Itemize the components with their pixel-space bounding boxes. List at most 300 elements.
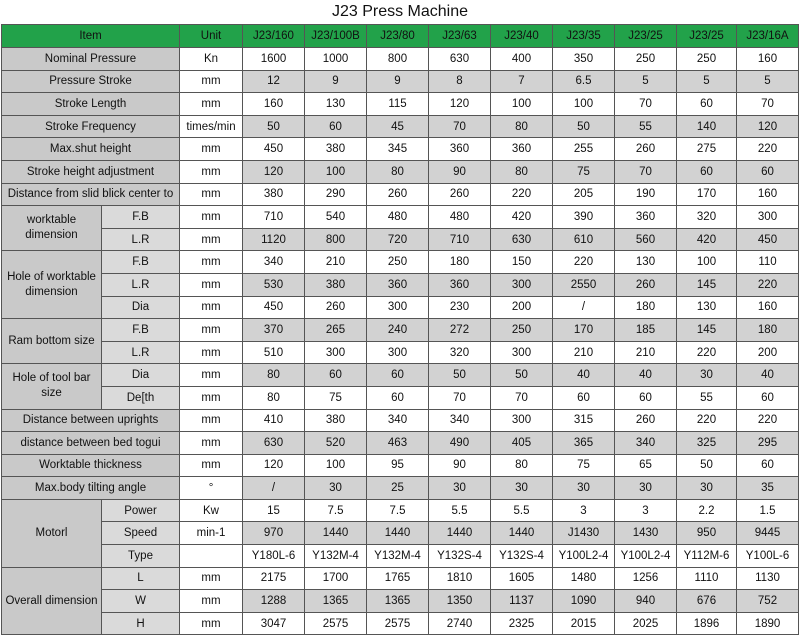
table-row (2, 612, 799, 635)
value-cell: 100 (305, 160, 367, 183)
value-cell: 9445 (737, 522, 799, 545)
table-row (2, 228, 799, 251)
value-cell: 210 (553, 341, 615, 364)
value-cell: 1120 (243, 228, 305, 251)
value-cell: 250 (615, 48, 677, 71)
value-cell: 530 (243, 273, 305, 296)
value-cell: 300 (305, 341, 367, 364)
value-cell: 200 (491, 296, 553, 319)
value-cell: 560 (615, 228, 677, 251)
value-cell: 1810 (429, 567, 491, 590)
value-cell: 75 (553, 454, 615, 477)
value-cell: 345 (367, 138, 429, 161)
value-cell: 220 (677, 409, 737, 432)
row-label: Worktable thickness (2, 454, 180, 477)
value-cell: 220 (737, 273, 799, 296)
value-cell: 540 (305, 206, 367, 229)
value-cell: 1605 (491, 567, 553, 590)
unit-cell: mm (180, 386, 243, 409)
value-cell: Y100L-6 (737, 545, 799, 568)
value-cell: 5 (737, 70, 799, 93)
value-cell: 7.5 (305, 499, 367, 522)
value-cell: 320 (429, 341, 491, 364)
value-cell: 180 (615, 296, 677, 319)
group-label: worktable dimension (2, 206, 102, 251)
value-cell: 260 (305, 296, 367, 319)
header-row (2, 25, 799, 48)
value-cell: 300 (491, 409, 553, 432)
row-label: Nominal Pressure (2, 48, 180, 71)
sub-label: L (102, 567, 180, 590)
value-cell: 1896 (677, 612, 737, 635)
group-label: Hole of worktable dimension (2, 251, 102, 319)
value-cell: 250 (491, 319, 553, 342)
unit-cell: mm (180, 206, 243, 229)
value-cell: 160 (737, 296, 799, 319)
value-cell: 360 (615, 206, 677, 229)
header-unit: Unit (180, 25, 243, 48)
row-label: Max.shut height (2, 138, 180, 161)
value-cell: 250 (677, 48, 737, 71)
value-cell: 350 (553, 48, 615, 71)
value-cell: Y100L2-4 (553, 545, 615, 568)
unit-cell: times/min (180, 115, 243, 138)
value-cell: 970 (243, 522, 305, 545)
value-cell: 230 (429, 296, 491, 319)
unit-cell: mm (180, 612, 243, 635)
value-cell: 120 (243, 454, 305, 477)
value-cell: 140 (677, 115, 737, 138)
value-cell: 100 (677, 251, 737, 274)
value-cell: 9 (305, 70, 367, 93)
value-cell: 676 (677, 590, 737, 613)
value-cell: 340 (615, 432, 677, 455)
value-cell: 1480 (553, 567, 615, 590)
sub-label: L.R (102, 228, 180, 251)
value-cell: 450 (737, 228, 799, 251)
value-cell: 400 (491, 48, 553, 71)
sub-label: Dia (102, 296, 180, 319)
value-cell: 55 (615, 115, 677, 138)
unit-cell: mm (180, 183, 243, 206)
value-cell: 490 (429, 432, 491, 455)
value-cell: 15 (243, 499, 305, 522)
group-label: Overall dimension (2, 567, 102, 635)
header-model: J23/35 (553, 25, 615, 48)
value-cell: 325 (677, 432, 737, 455)
unit-cell: mm (180, 590, 243, 613)
value-cell: 2575 (367, 612, 429, 635)
table-row (2, 160, 799, 183)
value-cell: 30 (677, 364, 737, 387)
value-cell: 800 (305, 228, 367, 251)
value-cell: 55 (677, 386, 737, 409)
unit-cell: mm (180, 273, 243, 296)
table-row (2, 341, 799, 364)
table-row (2, 273, 799, 296)
value-cell: 65 (615, 454, 677, 477)
value-cell: 150 (491, 251, 553, 274)
sub-label: De[th (102, 386, 180, 409)
value-cell: 315 (553, 409, 615, 432)
table-row (2, 567, 799, 590)
sub-label: Speed (102, 522, 180, 545)
value-cell: 80 (491, 454, 553, 477)
unit-cell: mm (180, 93, 243, 116)
unit-cell: mm (180, 341, 243, 364)
value-cell: 260 (367, 183, 429, 206)
value-cell: 300 (491, 341, 553, 364)
value-cell: 340 (243, 251, 305, 274)
row-label: Distance between uprights (2, 409, 180, 432)
value-cell: 130 (615, 251, 677, 274)
spec-table (1, 24, 799, 635)
value-cell: 380 (305, 273, 367, 296)
value-cell: 710 (243, 206, 305, 229)
value-cell: 1890 (737, 612, 799, 635)
value-cell: Y112M-6 (677, 545, 737, 568)
value-cell: 60 (615, 386, 677, 409)
table-row (2, 409, 799, 432)
sub-label: L.R (102, 273, 180, 296)
value-cell: 70 (737, 93, 799, 116)
value-cell: 30 (615, 477, 677, 500)
value-cell: Y132M-4 (367, 545, 429, 568)
group-label: Ram bottom size (2, 319, 102, 364)
table-row (2, 48, 799, 71)
value-cell: 75 (553, 160, 615, 183)
value-cell: 1765 (367, 567, 429, 590)
table-row (2, 296, 799, 319)
value-cell: 100 (553, 93, 615, 116)
value-cell: 370 (243, 319, 305, 342)
value-cell: 70 (491, 386, 553, 409)
row-label: Stroke Frequency (2, 115, 180, 138)
value-cell: 1090 (553, 590, 615, 613)
value-cell: 1137 (491, 590, 553, 613)
value-cell: 25 (367, 477, 429, 500)
value-cell: 50 (243, 115, 305, 138)
value-cell: 1.5 (737, 499, 799, 522)
value-cell: 630 (429, 48, 491, 71)
value-cell: 1440 (367, 522, 429, 545)
value-cell: 170 (553, 319, 615, 342)
value-cell: 1440 (305, 522, 367, 545)
value-cell: 90 (429, 160, 491, 183)
value-cell: 2575 (305, 612, 367, 635)
value-cell: 450 (243, 138, 305, 161)
table-row (2, 364, 799, 387)
value-cell: 120 (737, 115, 799, 138)
value-cell: 30 (429, 477, 491, 500)
value-cell: 160 (243, 93, 305, 116)
value-cell: 1700 (305, 567, 367, 590)
value-cell: 110 (737, 251, 799, 274)
value-cell: 180 (429, 251, 491, 274)
unit-cell: Kw (180, 499, 243, 522)
value-cell: 1365 (367, 590, 429, 613)
header-model: J23/40 (491, 25, 553, 48)
value-cell: 210 (615, 341, 677, 364)
value-cell: 60 (367, 364, 429, 387)
group-label: Hole of tool bar size (2, 364, 102, 409)
header-model: J23/80 (367, 25, 429, 48)
value-cell: 7.5 (367, 499, 429, 522)
value-cell: 360 (429, 273, 491, 296)
unit-cell: mm (180, 454, 243, 477)
value-cell: 145 (677, 319, 737, 342)
value-cell: 50 (677, 454, 737, 477)
row-label: Stroke height adjustment (2, 160, 180, 183)
unit-cell: ° (180, 477, 243, 500)
header-model: J23/25 (615, 25, 677, 48)
value-cell: 45 (367, 115, 429, 138)
value-cell: 190 (615, 183, 677, 206)
value-cell: 5 (615, 70, 677, 93)
value-cell: 365 (553, 432, 615, 455)
value-cell: 1350 (429, 590, 491, 613)
unit-cell: mm (180, 70, 243, 93)
table-row (2, 477, 799, 500)
value-cell: 60 (737, 454, 799, 477)
table-row (2, 70, 799, 93)
value-cell: 80 (243, 386, 305, 409)
value-cell: 300 (737, 206, 799, 229)
value-cell: 3 (615, 499, 677, 522)
unit-cell: mm (180, 160, 243, 183)
value-cell: 2325 (491, 612, 553, 635)
table-row (2, 499, 799, 522)
value-cell: 90 (429, 454, 491, 477)
value-cell: 1440 (429, 522, 491, 545)
value-cell: 420 (677, 228, 737, 251)
value-cell: 380 (305, 138, 367, 161)
value-cell: 710 (429, 228, 491, 251)
row-label: Pressure Stroke (2, 70, 180, 93)
value-cell: 260 (615, 409, 677, 432)
value-cell: 260 (615, 138, 677, 161)
value-cell: Y132S-4 (491, 545, 553, 568)
table-row (2, 115, 799, 138)
value-cell: 405 (491, 432, 553, 455)
value-cell: 2025 (615, 612, 677, 635)
value-cell: 2.2 (677, 499, 737, 522)
value-cell: 3047 (243, 612, 305, 635)
value-cell: 380 (243, 183, 305, 206)
value-cell: 2175 (243, 567, 305, 590)
value-cell: 75 (305, 386, 367, 409)
value-cell: 70 (429, 386, 491, 409)
value-cell: 30 (553, 477, 615, 500)
header-item: Item (2, 25, 180, 48)
value-cell: 265 (305, 319, 367, 342)
value-cell: 35 (737, 477, 799, 500)
value-cell: 145 (677, 273, 737, 296)
value-cell: 2015 (553, 612, 615, 635)
value-cell: 360 (429, 138, 491, 161)
value-cell: 220 (737, 409, 799, 432)
value-cell: 160 (737, 183, 799, 206)
value-cell: 1256 (615, 567, 677, 590)
value-cell: 185 (615, 319, 677, 342)
table-row (2, 590, 799, 613)
value-cell: 1110 (677, 567, 737, 590)
value-cell: 80 (491, 160, 553, 183)
sub-label: F.B (102, 251, 180, 274)
unit-cell: mm (180, 251, 243, 274)
value-cell: 1365 (305, 590, 367, 613)
value-cell: 115 (367, 93, 429, 116)
value-cell: 40 (737, 364, 799, 387)
unit-cell: mm (180, 228, 243, 251)
table-row (2, 545, 799, 568)
value-cell: 720 (367, 228, 429, 251)
value-cell: 60 (677, 93, 737, 116)
value-cell: 295 (737, 432, 799, 455)
sub-label: W (102, 590, 180, 613)
value-cell: 380 (305, 409, 367, 432)
value-cell: 255 (553, 138, 615, 161)
sub-label: F.B (102, 319, 180, 342)
value-cell: J1430 (553, 522, 615, 545)
value-cell: 480 (429, 206, 491, 229)
value-cell: 220 (677, 341, 737, 364)
value-cell: 70 (615, 93, 677, 116)
unit-cell: mm (180, 409, 243, 432)
value-cell: 240 (367, 319, 429, 342)
table-row (2, 251, 799, 274)
value-cell: Y100L2-4 (615, 545, 677, 568)
value-cell: 1430 (615, 522, 677, 545)
value-cell: 260 (429, 183, 491, 206)
value-cell: 950 (677, 522, 737, 545)
value-cell: 60 (737, 160, 799, 183)
unit-cell: Kn (180, 48, 243, 71)
sub-label: H (102, 612, 180, 635)
row-label: Stroke Length (2, 93, 180, 116)
value-cell: 1130 (737, 567, 799, 590)
value-cell: 220 (737, 138, 799, 161)
value-cell: 752 (737, 590, 799, 613)
unit-cell: mm (180, 296, 243, 319)
unit-cell: mm (180, 138, 243, 161)
value-cell: 60 (305, 364, 367, 387)
header-model: J23/100B (305, 25, 367, 48)
value-cell: 463 (367, 432, 429, 455)
value-cell: 170 (677, 183, 737, 206)
value-cell: / (553, 296, 615, 319)
value-cell: 940 (615, 590, 677, 613)
value-cell: 420 (491, 206, 553, 229)
unit-cell (180, 545, 243, 568)
value-cell: 520 (305, 432, 367, 455)
value-cell: 220 (491, 183, 553, 206)
value-cell: 30 (491, 477, 553, 500)
value-cell: 260 (615, 273, 677, 296)
value-cell: 410 (243, 409, 305, 432)
value-cell: 272 (429, 319, 491, 342)
value-cell: 300 (367, 296, 429, 319)
table-row (2, 454, 799, 477)
value-cell: 630 (243, 432, 305, 455)
value-cell: 210 (305, 251, 367, 274)
value-cell: Y180L-6 (243, 545, 305, 568)
value-cell: 80 (243, 364, 305, 387)
value-cell: 3 (553, 499, 615, 522)
table-row (2, 138, 799, 161)
value-cell: Y132M-4 (305, 545, 367, 568)
value-cell: 80 (367, 160, 429, 183)
table-row (2, 522, 799, 545)
header-model: J23/25 (677, 25, 737, 48)
value-cell: 100 (305, 454, 367, 477)
value-cell: 40 (615, 364, 677, 387)
value-cell: 340 (367, 409, 429, 432)
value-cell: 250 (367, 251, 429, 274)
value-cell: 130 (677, 296, 737, 319)
value-cell: 80 (491, 115, 553, 138)
value-cell: 300 (491, 273, 553, 296)
value-cell: 70 (615, 160, 677, 183)
value-cell: 70 (429, 115, 491, 138)
table-row (2, 319, 799, 342)
value-cell: 12 (243, 70, 305, 93)
value-cell: 9 (367, 70, 429, 93)
value-cell: 275 (677, 138, 737, 161)
value-cell: 360 (491, 138, 553, 161)
sub-label: L.R (102, 341, 180, 364)
header-model: J23/16A (737, 25, 799, 48)
value-cell: 220 (553, 251, 615, 274)
value-cell: 5.5 (429, 499, 491, 522)
value-cell: 1000 (305, 48, 367, 71)
value-cell: 100 (491, 93, 553, 116)
value-cell: 60 (737, 386, 799, 409)
sub-label: Type (102, 545, 180, 568)
value-cell: 60 (367, 386, 429, 409)
value-cell: 50 (491, 364, 553, 387)
value-cell: 360 (367, 273, 429, 296)
table-row (2, 183, 799, 206)
value-cell: 390 (553, 206, 615, 229)
unit-cell: mm (180, 364, 243, 387)
value-cell: 50 (553, 115, 615, 138)
value-cell: 1440 (491, 522, 553, 545)
value-cell: Y132S-4 (429, 545, 491, 568)
value-cell: 60 (677, 160, 737, 183)
value-cell: 30 (305, 477, 367, 500)
header-model: J23/63 (429, 25, 491, 48)
value-cell: 205 (553, 183, 615, 206)
value-cell: 300 (367, 341, 429, 364)
sub-label: Dia (102, 364, 180, 387)
unit-cell: mm (180, 567, 243, 590)
unit-cell: mm (180, 432, 243, 455)
table-row (2, 206, 799, 229)
value-cell: 60 (553, 386, 615, 409)
unit-cell: mm (180, 319, 243, 342)
page-title: J23 Press Machine (331, 3, 469, 20)
value-cell: 30 (677, 477, 737, 500)
value-cell: 200 (737, 341, 799, 364)
value-cell: 480 (367, 206, 429, 229)
value-cell: 320 (677, 206, 737, 229)
header-model: J23/160 (243, 25, 305, 48)
row-label: distance between bed togui (2, 432, 180, 455)
value-cell: 1288 (243, 590, 305, 613)
value-cell: 7 (491, 70, 553, 93)
value-cell: 130 (305, 93, 367, 116)
